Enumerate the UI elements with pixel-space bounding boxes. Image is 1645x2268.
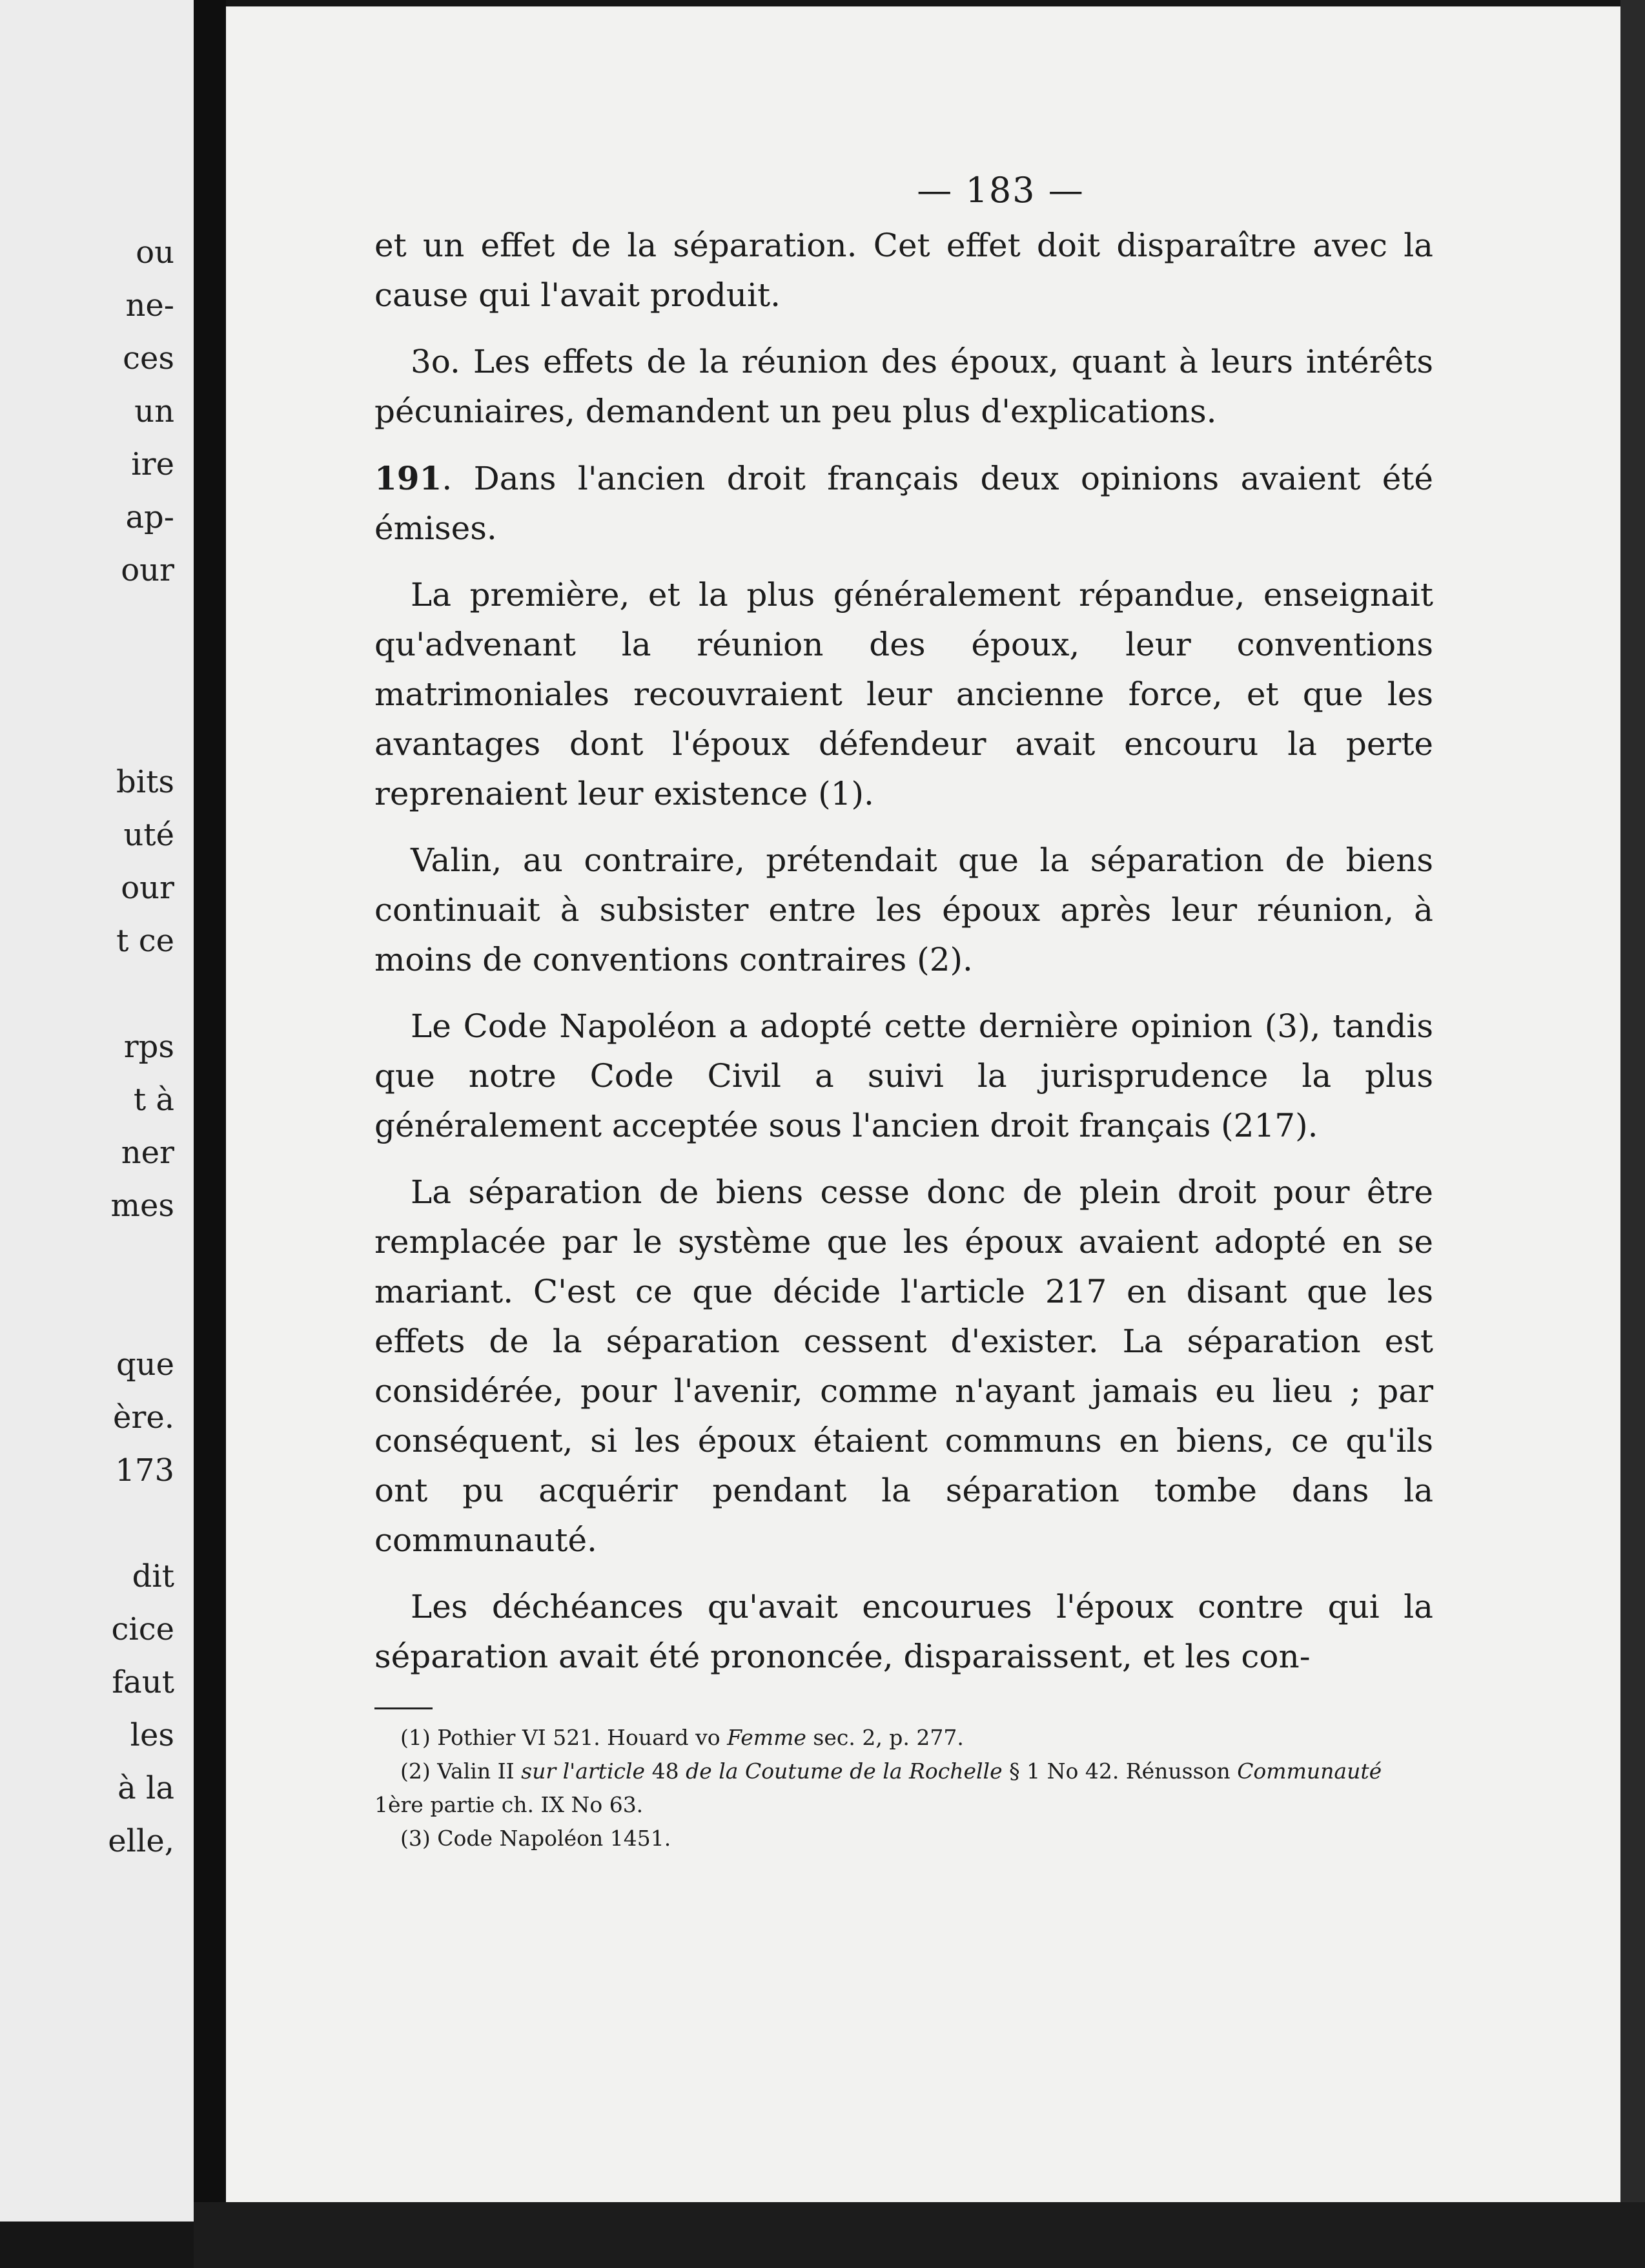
previous-page-fragment: 173: [115, 1452, 174, 1489]
previous-page-fragment: faut: [112, 1664, 174, 1700]
footnote-2-post: § 1 No 42. Rénusson: [1009, 1758, 1231, 1784]
section-191-paragraph: [374, 453, 1433, 553]
footnote-2-mark: (2): [400, 1758, 431, 1784]
footnote-1-italic: Femme: [727, 1725, 806, 1750]
previous-page-fragment: our: [121, 870, 174, 906]
footnote-rule: [374, 1707, 433, 1709]
previous-page-fragment: [108, 1232, 174, 1285]
previous-page-fragment: uté: [123, 817, 174, 853]
paragraph-separation-cesse: La séparation de biens cesse donc de plein droit pour être remplacée par le système que les époux avaient adopté en se mariant. C'est ce que décide l'article 217 en disant que les effets de la séparation cessent d'exister. La séparation est considérée, pour l'avenir, comme n'ayant jamais eu lieu ; par conséquent, si les époux étaient communs en biens, ce qu'ils ont pu acquérir pendant la séparation tombe dans la communauté.: [374, 1173, 1433, 1559]
page-number: — 183 —: [917, 170, 1085, 211]
paragraph-code-napoleon: Le Code Napoléon a adopté cette dernière opinion (3), tandis que notre Code Civil a suivi la jurisprudence la plus généralement acceptée sous l'ancien droit français (217).: [374, 1007, 1433, 1144]
previous-page-fragment: ap-: [125, 499, 174, 535]
previous-page-fragment: [108, 703, 174, 756]
previous-page-fragment: ne-: [125, 287, 174, 324]
previous-page-fragment: [108, 597, 174, 650]
footnote-1-mark: (1): [400, 1725, 431, 1750]
footnote-3: [374, 1822, 1433, 1855]
footnote-2-mid: 48: [651, 1758, 679, 1784]
previous-page-fragment: cice: [111, 1611, 174, 1647]
right-page-edge: [1620, 0, 1645, 2268]
book-gutter: [194, 0, 226, 2268]
page-183: [226, 6, 1620, 2202]
footnote-2-italic: sur l'article: [521, 1758, 646, 1784]
paragraph-premiere-opinion: La première, et la plus généralement répandue, enseignait qu'advenant la réunion des époux, leur conventions matrimoniales recouvraient leur ancienne force, et que les avantages dont l'époux défendeur avait encouru la perte reprenaient leur existence (1).: [374, 576, 1433, 812]
paragraph-valin: Valin, au contraire, prétendait que la séparation de biens continuait à subsister entre les époux après leur réunion, à moins de conventions contraires (2).: [374, 841, 1433, 978]
previous-page-fragment: un: [134, 393, 174, 429]
previous-page-fragment: à la: [118, 1770, 174, 1806]
paragraph-continuation: et un effet de la séparation. Cet effet doit disparaître avec la cause qui l'avait produit.: [374, 227, 1433, 314]
page-content: [374, 161, 1433, 1855]
previous-page-fragment: [108, 1497, 174, 1550]
paragraph-decheances: Les déchéances qu'avait encourues l'époux contre qui la séparation avait été prononcée, disparaissent, et les con-: [374, 1588, 1433, 1675]
previous-page-fragment: ces: [123, 340, 174, 376]
footnote-2-italic2: de la Coutume de la Rochelle: [686, 1758, 1003, 1784]
previous-page-fragment: [108, 1285, 174, 1338]
bottom-page-edge: [194, 2202, 1645, 2268]
previous-page-fragment: ère.: [112, 1399, 174, 1436]
footnote-2: [374, 1755, 1433, 1822]
footnote-1-rest: sec. 2, p. 277.: [813, 1725, 964, 1750]
previous-page-fragment: rps: [123, 1029, 174, 1065]
previous-page-fragment: ou: [136, 234, 174, 271]
previous-page-text-fragments: [108, 226, 174, 1868]
previous-page-fragment: elle,: [108, 1823, 174, 1859]
previous-page-fragment: ner: [121, 1135, 174, 1171]
previous-page-edge: [0, 0, 194, 2222]
previous-page-fragment: mes: [110, 1188, 174, 1224]
footnote-1: [374, 1721, 1433, 1755]
previous-page-fragment: [108, 967, 174, 1020]
footnote-2-italic3: Communauté: [1237, 1758, 1382, 1784]
paragraph-point-3: 3o. Les effets de la réunion des époux, quant à leurs intérêts pécuniaires, demandent un peu plus d'explications.: [374, 343, 1433, 430]
section-191-text: . Dans l'ancien droit français deux opinions avaient été émises.: [374, 460, 1433, 547]
previous-page-fragment: bits: [116, 764, 174, 800]
footnote-3-text: Code Napoléon 1451.: [437, 1826, 671, 1851]
footnote-1-text: Pothier VI 521. Houard vo: [437, 1725, 720, 1750]
previous-page-fragment: ire: [131, 446, 174, 482]
section-number: 191: [374, 459, 442, 497]
footnote-2-pre: Valin II: [437, 1758, 515, 1784]
previous-page-fragment: [108, 650, 174, 703]
previous-page-fragment: t ce: [116, 923, 174, 959]
footnote-2-end: 1ère partie ch. IX No 63.: [374, 1792, 644, 1817]
previous-page-fragment: t à: [133, 1082, 174, 1118]
previous-page-fragment: dit: [132, 1558, 174, 1594]
previous-page-fragment: que: [116, 1346, 174, 1383]
footnote-3-mark: (3): [400, 1826, 431, 1851]
previous-page-fragment: les: [130, 1717, 174, 1753]
previous-page-fragment: our: [121, 552, 174, 588]
